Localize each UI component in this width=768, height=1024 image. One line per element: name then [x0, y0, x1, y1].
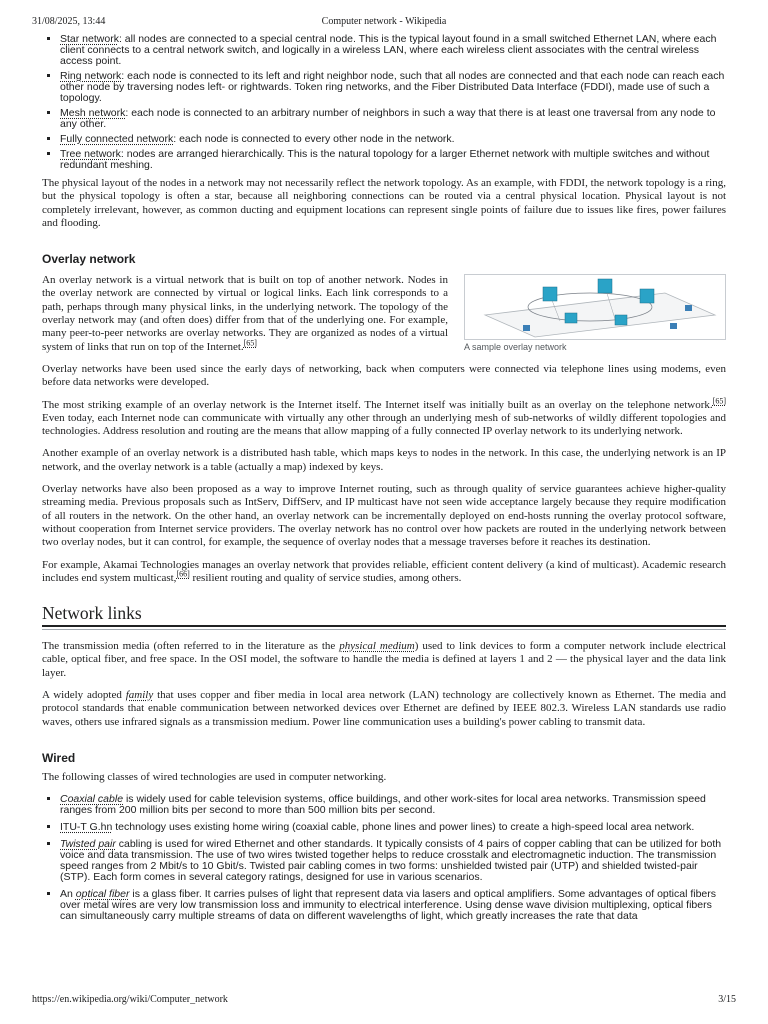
list-item: ▪ ITU-T G.hn technology uses existing home wiring (coaxial cable, phone lines and power lines) to create a high-speed local area network.: [60, 822, 726, 833]
overlay-paragraph-6: For example, Akamai Technologies manages an overlay network that provides reliable, efficient content delivery (a kind of multicast). Academic research includes end system multicast,[66] resilient routing and quality of service studies, among others.: [42, 558, 726, 584]
list-item: ▪ Fully connected network: each node is connected to every other node in the network.: [60, 134, 726, 145]
optical-fiber-link[interactable]: optical fiber: [75, 888, 130, 901]
star-network-link[interactable]: Star network: [60, 33, 119, 45]
overlay-paragraph-1: An overlay network is a virtual network that is built on top of another network. Nodes in the overlay network are connected by virtual or logical links. Each link corresponds to a path, perhaps through many physical links, in the underlying network. The topology of the overlay network may (and often does) differ from that of the underlying one. For example, many peer-to-peer networks are overlay networks. They are organized as nodes of a virtual system of links that run on top of the Internet.[65]: [42, 274, 448, 353]
print-url: https://en.wikipedia.org/wiki/Computer_network: [32, 994, 228, 1005]
list-item: ▪ Twisted pair cabling is used for wired Ethernet and other standards. It typically consists of 4 pairs of copper cabling that can be utilized for both voice and data transmission. The use of two wires twisted together helps to reduce crosstalk and electromagnetic induction. The transmission speed ranges from 2 Mbit/s to 10 Gbit/s. Twisted pair cabling comes in two forms: unshielded twisted pair (UTP) and shielded twisted-pair (STP). Each form comes in several category ratings, designed for use in various scenarios.: [60, 839, 726, 883]
tree-network-link[interactable]: Tree network: [60, 148, 121, 160]
twisted-pair-link[interactable]: Twisted pair: [60, 838, 116, 851]
print-footer: [32, 994, 736, 1008]
family-link[interactable]: family: [125, 689, 154, 702]
mesh-network-link[interactable]: Mesh network: [60, 107, 126, 119]
overlay-paragraph-2: Overlay networks have been used since the early days of networking, back when computers were connected via telephone lines using modems, even before data networks were developed.: [42, 362, 726, 389]
overlay-paragraph-3: The most striking example of an overlay network is the Internet itself. The Internet itself was initially built as an overlay on the telephone network.[65] Even today, each Internet node can communicate with virtually any other through an underlying mesh of sub-networks of wildly different topologies and technologies. Address resolution and routing are the means that allow mapping of a fully connected IP overlay network to its underlying network.: [42, 395, 726, 438]
overlay-diagram-icon: [465, 275, 725, 339]
overlay-figure-caption: A sample overlay network: [464, 342, 567, 353]
print-header: [32, 16, 736, 30]
overlay-paragraph-5: Overlay networks have also been proposed as a way to improve Internet routing, such as through quality of service guarantees achieve higher-quality streaming media. Previous proposals such as IntServ, DiffServ, and IP multicast have not seen wide acceptance largely because they require modification of all routers in the network. On the other hand, an overlay network can be incrementally deployed on end-hosts running the overlay protocol software, without cooperation from Internet service providers. The overlay network has no control over how packets are routed in the underlying network between two overlay nodes, but it can control, for example, the sequence of overlay nodes that a message traverses before it reaches its destination.: [42, 483, 726, 549]
overlay-paragraph-4: Another example of an overlay network is a distributed hash table, which maps keys to nodes in the network. In this case, the underlying network is an IP network, and the overlay network is a table (actually a map) indexed by keys.: [42, 447, 726, 473]
wired-list: [42, 794, 726, 922]
wired-heading: Wired: [42, 750, 76, 765]
list-item: ▪ Tree network: nodes are arranged hierarchically. This is the natural topology for a larger Ethernet network with multiple switches and without redundant meshing.: [60, 149, 726, 171]
network-links-heading: Network links: [42, 603, 726, 627]
citation-65[interactable]: [65]: [243, 338, 257, 348]
list-item: ▪ Coaxial cable is widely used for cable television systems, office buildings, and other work-sites for local area networks. Transmission speed ranges from 200 million bits per second to more than 500 million bits per second.: [60, 794, 726, 816]
overlay-figure: [464, 274, 726, 352]
overlay-network-heading: Overlay network: [42, 252, 136, 267]
citation-65[interactable]: [65]: [712, 395, 726, 405]
physical-layout-paragraph: The physical layout of the nodes in a network may not necessarily reflect the network topology. As an example, with FDDI, the network topology is a ring, but the physical topology is often a star, because all neighboring connections can be routed via a central physical location. Physical layout is not completely irrelevant, however, as common ducting and equipment locations can represent single points of failure due to issues like fires, power failures and flooding.: [42, 177, 726, 229]
fully-connected-network-link[interactable]: Fully connected network: [60, 133, 174, 145]
list-item: ▪ Ring network: each node is connected to its left and right neighbor node, such that all nodes are connected and that each node can reach each other node by traversing nodes left- or rightwards. Token ring networks, and the Fiber Distributed Data Interface (FDDI), made use of such a topology.: [60, 71, 726, 104]
list-item: ▪ Star network: all nodes are connected to a special central node. This is the typical layout found in a small switched Ethernet LAN, where each client connects to a central network switch, and logically in a wireless LAN, where each wireless client associates with the central wireless access point.: [60, 34, 726, 67]
citation-66[interactable]: [66]: [176, 569, 190, 579]
topology-list: [42, 34, 726, 171]
list-item: ▪ Mesh network: each node is connected to an arbitrary number of neighbors in such a way that there is at least one traversal from any node to any other.: [60, 108, 726, 130]
links-paragraph-1: The transmission media (often referred to in the literature as the physical medium) used to link devices to form a computer network include electrical cable, optical fiber, and free space. In the OSI model, the software to handle the media is defined at layers 1 and 2 — the physical layer and the data link layer.: [42, 640, 727, 679]
itu-t-ghn-link[interactable]: ITU-T G.hn: [60, 821, 113, 834]
list-item: ▪ An optical fiber is a glass fiber. It carries pulses of light that represent data via lasers and optical amplifiers. Some advantages of optical fibers over metal wires are very low transmission loss and immunity to electrical interference. Using dense wave division multiplexing, optical fibers can simultaneously carry multiple streams of data on different wavelengths of light, which greatly increases the rate that data: [60, 889, 726, 922]
print-datetime: 31/08/2025, 13:44: [32, 16, 106, 27]
article-content: [42, 34, 726, 928]
links-paragraph-2: A widely adopted family that uses copper and fiber media in local area network (LAN) technology are collectively known as Ethernet. The media and protocol standards that enable communication between networked devices over Ethernet are defined by IEEE 802.3. Wireless LAN standards use radio waves, others use infrared signals as a transmission medium. Power line communication uses a building's power cabling to transmit data.: [42, 689, 726, 728]
overlay-section: [42, 274, 726, 354]
wired-intro: The following classes of wired technologies are used in computer networking.: [42, 770, 387, 783]
print-page-title: Computer network - Wikipedia: [321, 16, 447, 27]
coaxial-cable-link[interactable]: Coaxial cable: [60, 793, 124, 806]
ring-network-link[interactable]: Ring network: [60, 70, 122, 82]
overlay-network-image[interactable]: [464, 274, 726, 340]
print-page-number: 3/15: [718, 994, 736, 1005]
physical-medium-link[interactable]: physical medium: [339, 640, 415, 653]
